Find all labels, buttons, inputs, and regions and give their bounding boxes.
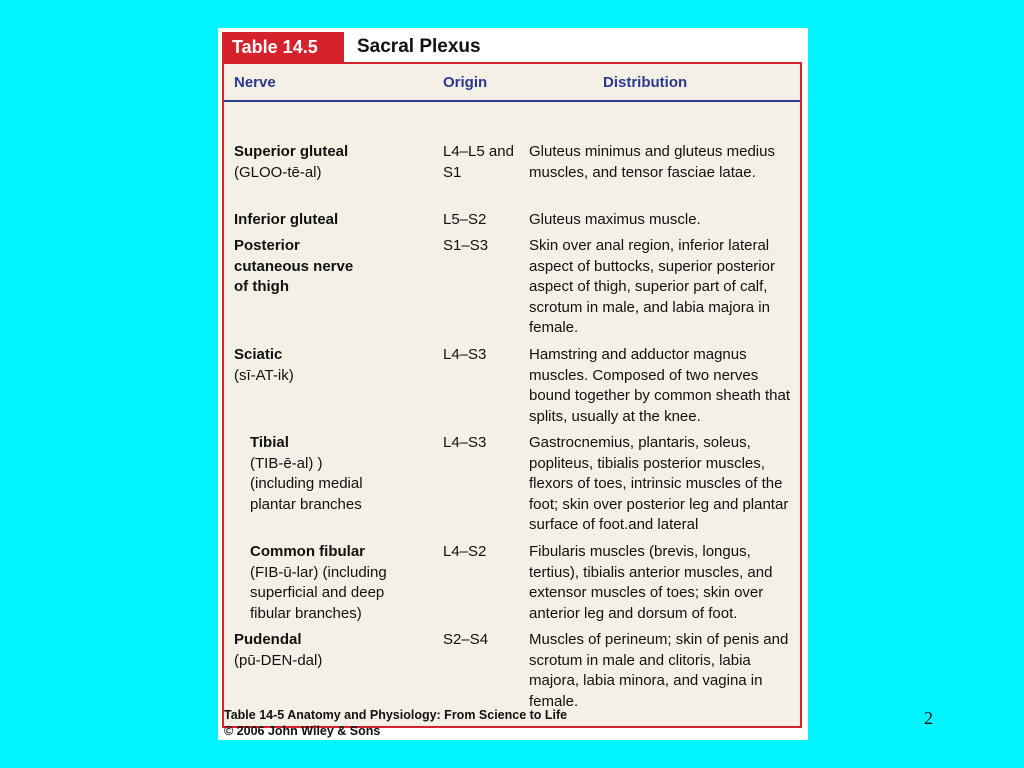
- distribution-cell: Gluteus minimus and gluteus medius muscles, and tensor fasciae latae.: [529, 143, 775, 181]
- nerve-cell: [250, 433, 385, 515]
- origin-cell: L4–S2: [443, 543, 487, 560]
- nerve-name: Superior gluteal: [234, 143, 349, 160]
- caption-copyright: © 2006 John Wiley & Sons: [224, 724, 381, 738]
- nerve-pronunciation: (sī-AT-ik): [234, 366, 294, 384]
- page-number: 2: [924, 708, 933, 728]
- nerve-cell: [234, 630, 434, 671]
- distribution-cell: Fibularis muscles (brevis, longus, tertius), tibialis anterior muscles, and extensor muscles of toes; skin over anterior leg and dorsum of foot.: [529, 543, 773, 622]
- caption-source: Table 14-5 Anatomy and Physiology: From Science to Life: [224, 708, 568, 722]
- nerve-name: Common fibular: [250, 543, 365, 560]
- table-body: [224, 64, 800, 726]
- nerve-cell: [234, 142, 434, 183]
- nerve-name: Tibial: [250, 434, 289, 451]
- distribution-cell: Gluteus maximus muscle.: [529, 211, 701, 228]
- table-number-tag: Table 14.5: [222, 32, 344, 62]
- table-card: [218, 28, 808, 740]
- table-caption: [224, 707, 567, 739]
- table-panel: [222, 62, 802, 728]
- origin-cell: S2–S4: [443, 631, 489, 648]
- nerve-name: Sciatic: [234, 346, 283, 363]
- origin-cell: L5–S2: [443, 211, 487, 228]
- nerve-pronunciation: (TIB-ē-al) ) (including medial plantar branches: [250, 454, 363, 513]
- header-nerve: Nerve: [234, 74, 276, 91]
- nerve-name: Posterior cutaneous nerve of thigh: [234, 237, 354, 296]
- distribution-cell: Hamstring and adductor magnus muscles. Composed of two nerves bound together by common sheath that splits, usually at the knee.: [529, 346, 791, 425]
- nerve-cell: [234, 345, 434, 386]
- table-title: Sacral Plexus: [357, 36, 481, 57]
- table-title-row: [218, 32, 808, 62]
- origin-cell: L4–S3: [443, 346, 487, 363]
- origin-cell: S1–S3: [443, 237, 489, 254]
- origin-cell: L4–L5 and S1: [443, 143, 514, 181]
- nerve-name: Inferior gluteal: [234, 211, 339, 228]
- header-distribution: Distribution: [603, 74, 688, 91]
- nerve-cell: [234, 210, 434, 231]
- nerve-cell: [250, 542, 415, 624]
- nerve-pronunciation: (FIB-ū-lar) (including superficial and deep fibular branches): [250, 563, 387, 622]
- distribution-cell: Skin over anal region, inferior lateral aspect of buttocks, superior posterior aspect of thigh, superior part of calf, scrotum in male, and labia majora in female.: [529, 237, 775, 337]
- distribution-cell: Muscles of perineum; skin of penis and scrotum in male and clitoris, labia majora, labia minora, and vagina in female.: [529, 631, 789, 710]
- origin-cell: L4–S3: [443, 434, 487, 451]
- nerve-pronunciation: (GLOO-tē-al): [234, 163, 322, 181]
- distribution-cell: Gastrocnemius, plantaris, soleus, popliteus, tibialis posterior muscles, flexors of toes, intrinsic muscles of the foot; skin over posterior leg and plantar surface of foot.and lateral: [529, 434, 789, 534]
- nerve-pronunciation: (pū-DEN-dal): [234, 651, 323, 669]
- nerve-name: Pudendal: [234, 631, 302, 648]
- nerve-cell: [234, 236, 354, 298]
- header-origin: Origin: [443, 74, 488, 91]
